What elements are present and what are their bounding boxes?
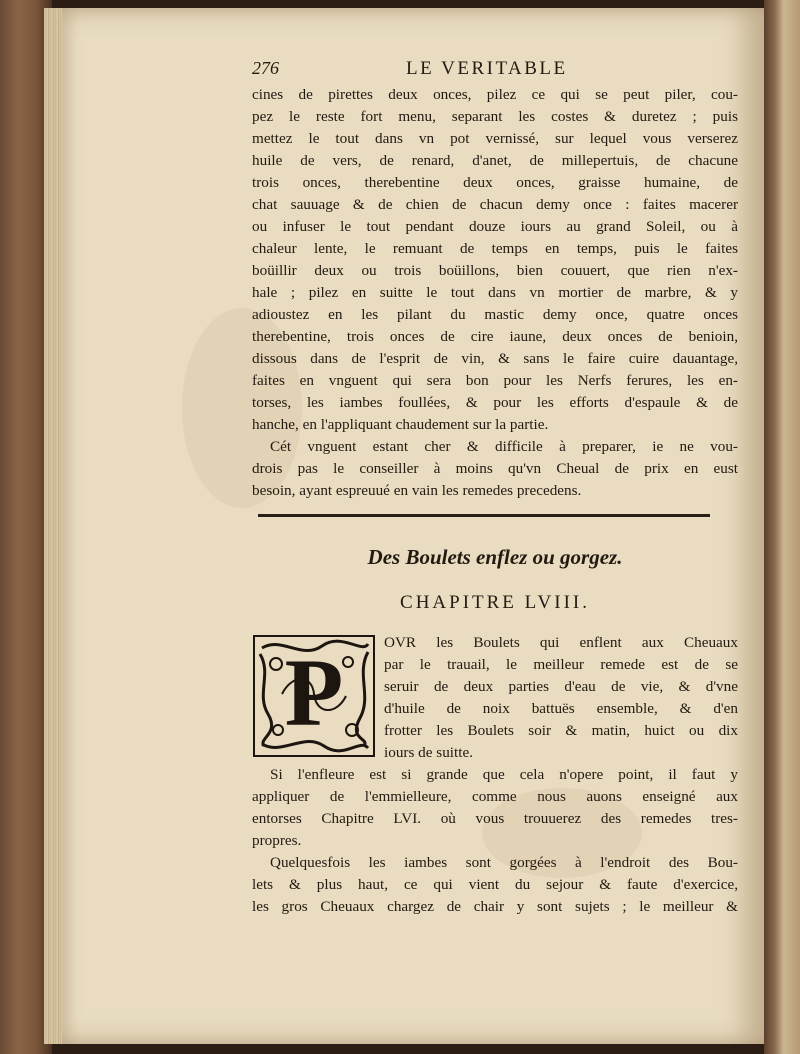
text-line: par le trauail, le meilleur remede est de se	[384, 656, 738, 673]
text-line: lets & plus haut, ce qui vient du sejour & faute d'exercice,	[252, 876, 738, 893]
text-line: hale ; pilez en suitte le tout dans vn mortier de marbre, & y	[252, 284, 738, 301]
section-divider-rule	[258, 514, 710, 517]
text-line: appliquer de l'emmielleure, comme nous auons enseigné aux	[252, 788, 738, 805]
ornamental-dropcap	[252, 634, 376, 758]
text-line: d'huile de noix battuës ensemble, & d'en	[384, 700, 738, 717]
text-line: drois pas le conseiller à moins qu'vn Cheual de prix en eust	[252, 460, 738, 477]
text-line: mettez le tout dans vn pot vernissé, sur lequel vous verserez	[252, 130, 738, 147]
page-number: 276	[252, 58, 279, 78]
text-line: hanche, en l'appliquant chaudement sur la partie.	[252, 416, 549, 433]
text-line: boüillir deux ou trois boüillons, bien couuert, que rien n'ex-	[252, 262, 738, 279]
text-line: cines de pirettes deux onces, pilez ce qui se peut piler, cou-	[252, 86, 738, 103]
text-line: iours de suitte.	[384, 744, 474, 761]
running-head-title: LE VERITABLE	[406, 58, 568, 79]
text-line: therebentine, trois onces de cire iaune, deux onces de benioin,	[252, 328, 738, 345]
running-head	[252, 58, 738, 84]
text-line: ou infuser le tout pendant douze iours au grand Soleil, ou à	[252, 218, 738, 235]
text-line: entorses Chapitre LVI. où vous trouuerez des remedes tres-	[252, 810, 738, 827]
text-line: torses, les iambes foullées, & pour les efforts d'espaule & de	[252, 394, 738, 411]
text-line: propres.	[252, 832, 302, 849]
text-line: OVR les Boulets qui enflent aux Cheuaux	[384, 634, 738, 651]
text-line: seruir de deux parties d'eau de vie, & d'vne	[384, 678, 738, 695]
chapter-heading: CHAPITRE LVIII.	[400, 592, 590, 613]
text-line: besoin, ayant espreuué en vain les remedes precedens.	[252, 482, 582, 499]
dropcap-letter: P	[284, 639, 344, 746]
text-line: Si l'enfleure est si grande que cela n'opere point, il faut y	[270, 766, 738, 783]
text-line: dissous dans de l'esprit de vin, & sans le faire cuire dauantage,	[252, 350, 738, 367]
text-line: Quelquesfois les iambes sont gorgées à l'endroit des Bou-	[270, 854, 738, 871]
chapter-text	[252, 632, 738, 918]
text-line: faites en vnguent qui sera bon pour les Nerfs ferures, les en-	[252, 372, 738, 389]
chapter-paragraph-3	[252, 852, 738, 918]
right-page-edge	[764, 0, 800, 1054]
second-paragraph	[252, 436, 738, 502]
text-line: Cét vnguent estant cher & difficile à preparer, ie ne vou-	[270, 438, 738, 455]
text-line: trois onces, therebentine deux onces, graisse humaine, de	[252, 174, 738, 191]
page-text	[252, 58, 738, 502]
text-line: adioustez en les pilant du mastic demy once, quatre onces	[252, 306, 738, 323]
opening-paragraph	[252, 84, 738, 436]
text-line: frotter les Boulets soir & matin, huict ou dix	[384, 722, 738, 739]
text-line: huile de vers, de renard, d'anet, de millepertuis, de chacune	[252, 152, 738, 169]
text-line: pez le reste fort menu, separant les costes & duretez ; puis	[252, 108, 738, 125]
text-line: les gros Cheuaux chargez de chair y sont sujets ; le meilleur &	[252, 898, 738, 915]
text-line: chat sauuage & de chien de chacun demy once : faites macerer	[252, 196, 738, 213]
text-line: chaleur lente, le remuant de temps en temps, puis le faites	[252, 240, 738, 257]
section-title: Des Boulets enflez ou gorgez.	[367, 545, 623, 569]
chapter-paragraph-2	[252, 764, 738, 852]
